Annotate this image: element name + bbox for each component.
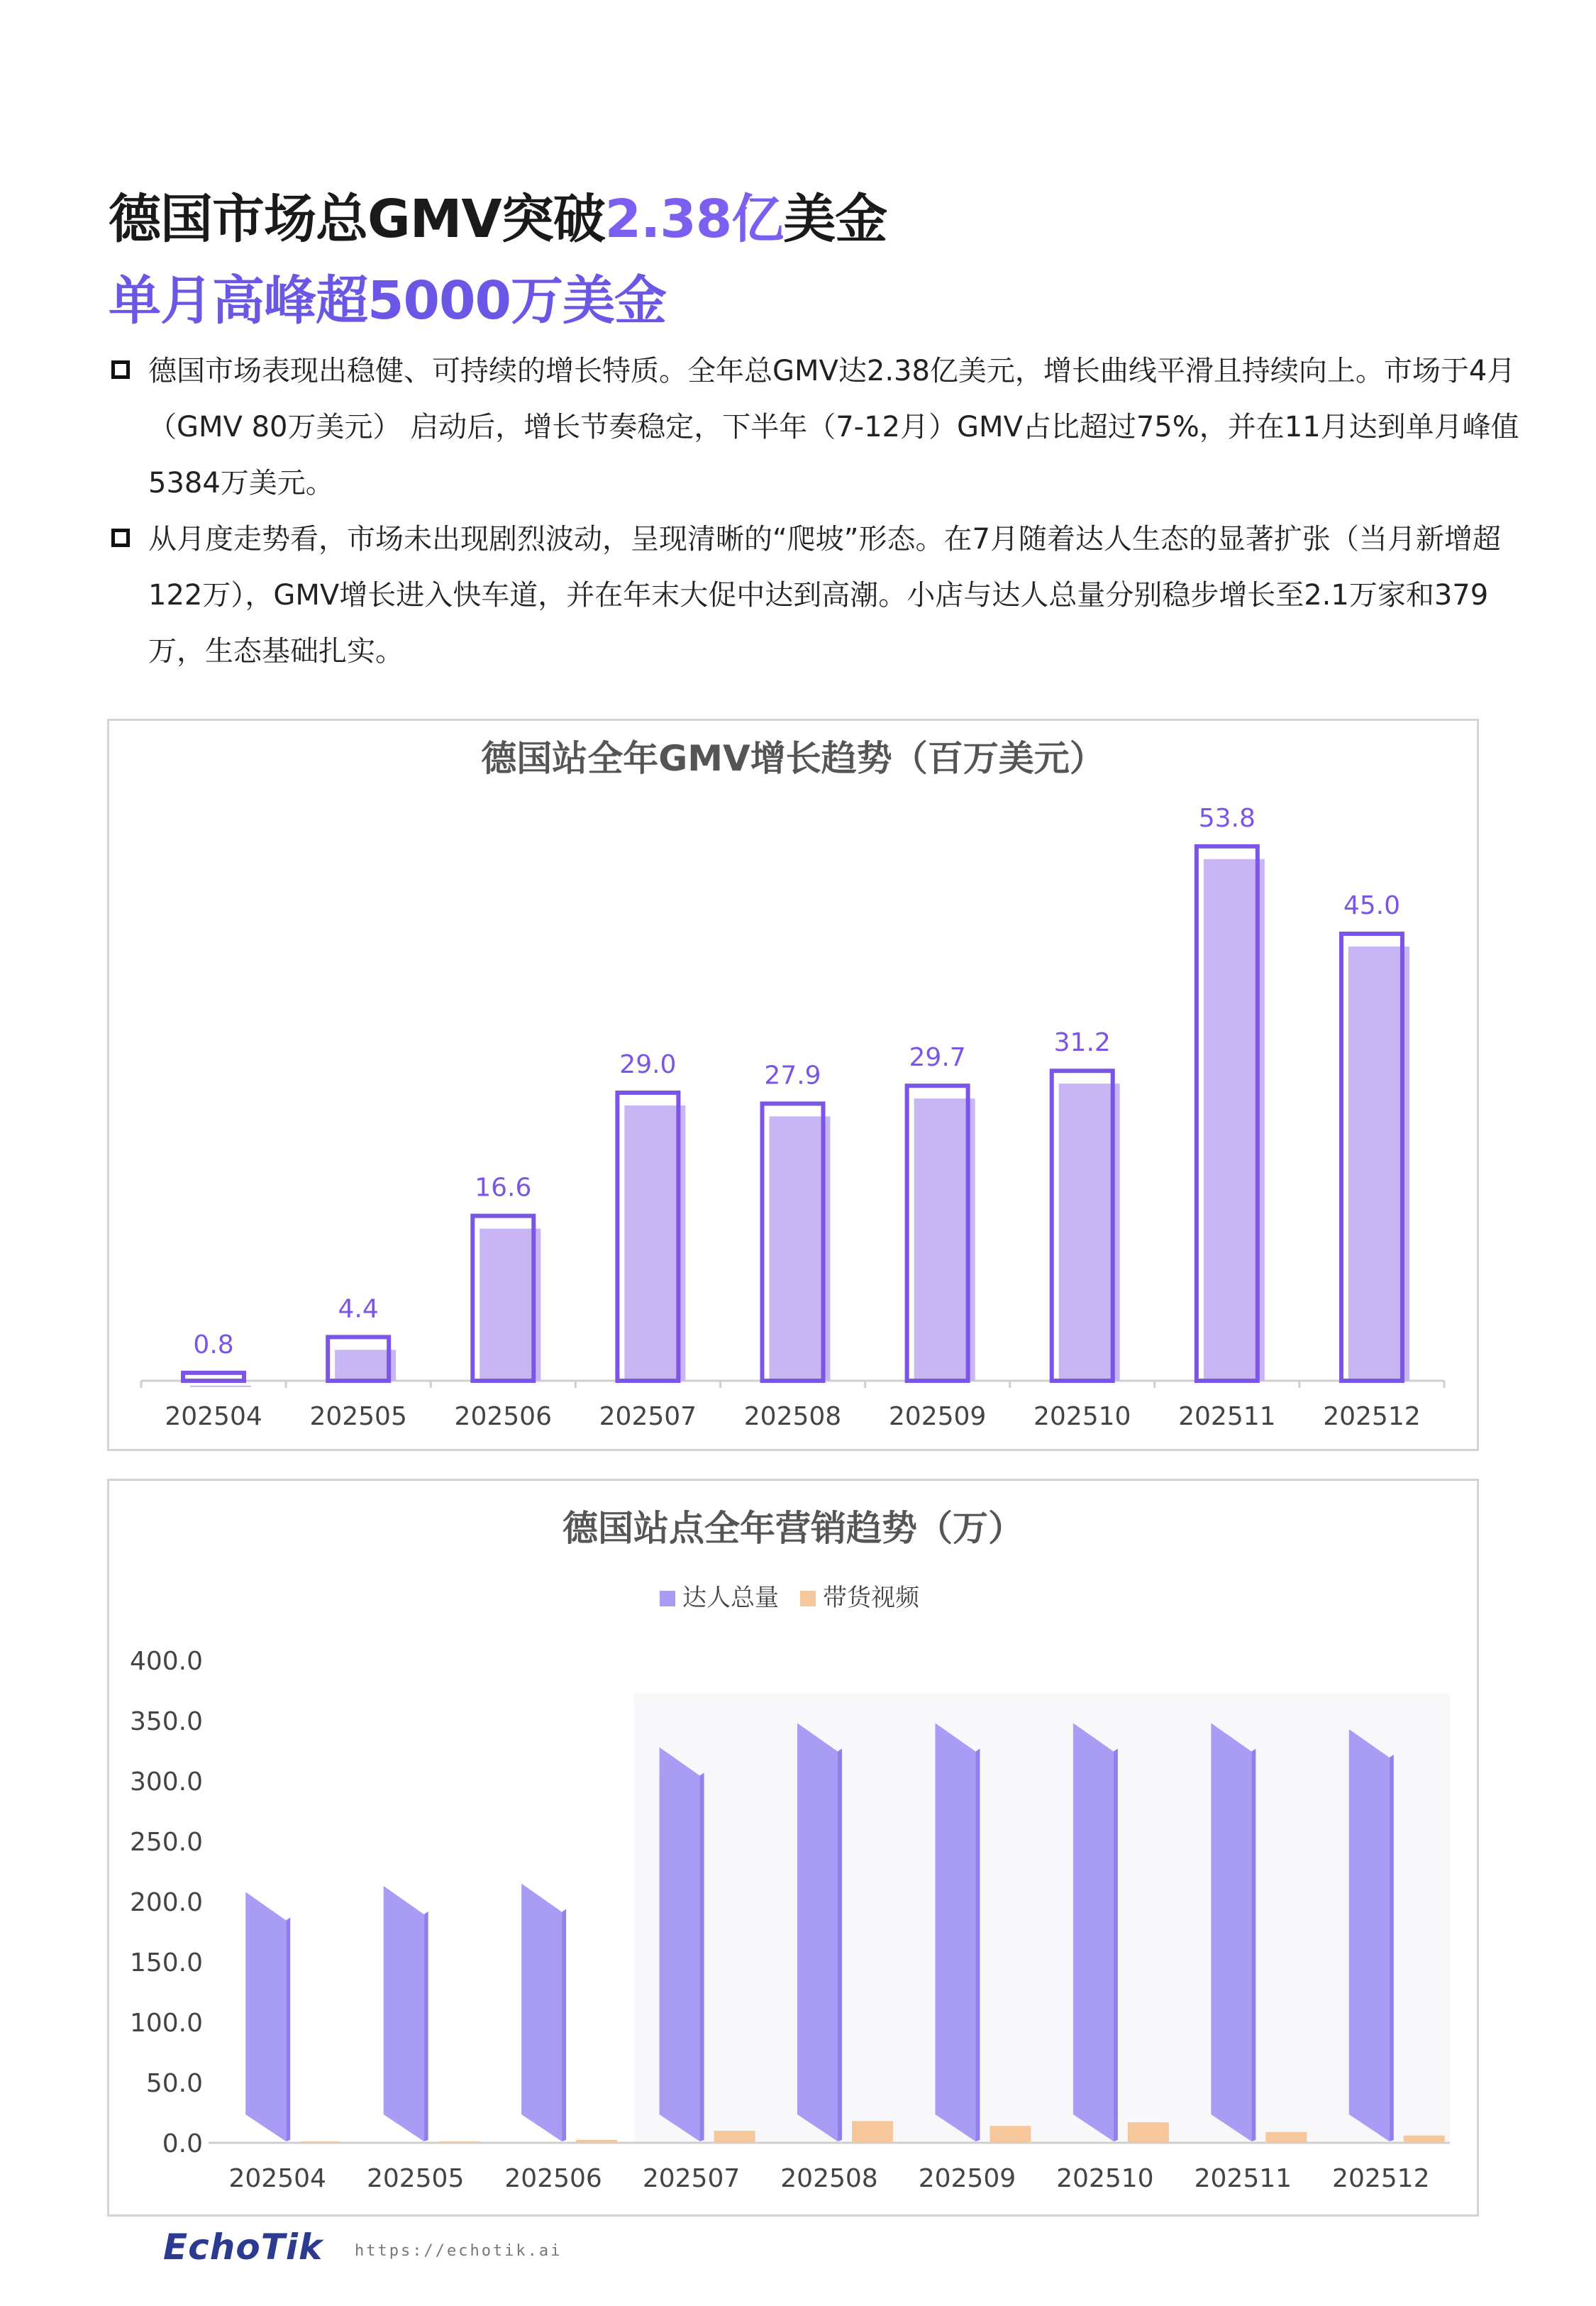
gmv-data-label: 29.7: [909, 1043, 966, 1073]
bullet-paragraph-1: [109, 343, 1520, 512]
video-bar: [990, 2126, 1031, 2143]
gmv-x-tick-label: 202512: [1323, 1402, 1421, 1431]
marketing-chart-legend: [660, 1584, 920, 1612]
gmv-bar: [190, 1386, 251, 1387]
talent-bar: [660, 1748, 700, 2142]
gmv-x-tick-label: 202509: [888, 1402, 987, 1431]
talent-bar-edge: [562, 1909, 566, 2141]
page-title: [109, 177, 887, 253]
gmv-x-tick-label: 202505: [309, 1402, 407, 1431]
marketing-y-tick-label: 400.0: [129, 1647, 203, 1676]
gmv-x-tick-label: 202506: [454, 1402, 552, 1431]
talent-bar-edge: [1114, 1749, 1118, 2142]
marketing-x-tick-label: 202509: [918, 2164, 1016, 2193]
talent-bar: [1073, 1723, 1114, 2142]
marketing-y-tick-label: 200.0: [129, 1888, 203, 1917]
gmv-x-tick-label: 202504: [165, 1402, 262, 1431]
video-bar: [300, 2141, 341, 2143]
marketing-x-tick-label: 202505: [366, 2164, 465, 2193]
video-bar: [438, 2141, 480, 2143]
marketing-y-tick-label: 150.0: [129, 1948, 203, 1977]
marketing-y-tick-label: 300.0: [129, 1767, 203, 1797]
gmv-data-label: 45.0: [1343, 891, 1401, 920]
gmv-data-label: 31.2: [1053, 1028, 1111, 1058]
video-bar: [576, 2140, 617, 2143]
legend-swatch-video: [800, 1591, 816, 1606]
marketing-x-tick-label: 202510: [1056, 2164, 1154, 2193]
talent-bar: [521, 1884, 562, 2141]
page-title-prefix: 德国市场总GMV突破: [109, 189, 605, 250]
gmv-chart: [109, 721, 1477, 1449]
marketing-x-tick-label: 202507: [642, 2164, 741, 2193]
gmv-data-label: 53.8: [1198, 803, 1256, 833]
talent-bar: [1349, 1729, 1390, 2141]
gmv-data-label: 0.8: [193, 1330, 234, 1359]
gmv-data-label: 16.6: [475, 1173, 532, 1203]
talent-bar-edge: [700, 1773, 704, 2142]
page-subtitle: 单月高峰超5000万美金: [109, 270, 666, 331]
talent-bar: [384, 1886, 424, 2141]
marketing-x-tick-label: 202512: [1332, 2164, 1430, 2193]
plot-background-shade: [634, 1694, 1450, 2143]
page-title-suffix: 美金: [783, 189, 887, 250]
legend-swatch-talent: [660, 1591, 675, 1606]
gmv-data-label: 4.4: [338, 1294, 379, 1324]
bullet-paragraph-2: [109, 512, 1520, 680]
marketing-y-tick-label: 0.0: [162, 2129, 203, 2158]
gmv-x-tick-label: 202508: [743, 1402, 842, 1431]
talent-bar-edge: [1251, 1749, 1256, 2142]
marketing-y-tick-label: 50.0: [145, 2069, 203, 2098]
talent-bar: [1211, 1723, 1251, 2142]
legend-label-video: 带货视频: [823, 1584, 919, 1612]
marketing-x-tick-label: 202511: [1194, 2164, 1292, 2193]
talent-bar-edge: [424, 1911, 428, 2141]
video-bar: [1265, 2132, 1307, 2143]
talent-bar-edge: [1390, 1755, 1394, 2141]
square-bullet-icon: [111, 360, 130, 379]
video-bar: [714, 2131, 755, 2143]
legend-label-talent: 达人总量: [682, 1584, 779, 1612]
gmv-x-tick-label: 202510: [1033, 1402, 1131, 1431]
marketing-y-tick-label: 100.0: [129, 2009, 203, 2038]
square-bullet-icon: [111, 529, 130, 547]
gmv-x-tick-label: 202507: [599, 1402, 697, 1431]
talent-bar: [797, 1723, 838, 2142]
marketing-x-tick-label: 202506: [504, 2164, 602, 2193]
gmv-x-tick-label: 202511: [1178, 1402, 1276, 1431]
gmv-bar-outline: [183, 1373, 244, 1381]
talent-bar: [245, 1892, 286, 2142]
bullet-text-1: 德国市场表现出稳健、可持续的增长特质。全年总GMV达2.38亿美元，增长曲线平滑且持续向上。市场于4月（GMV 80万美元） 启动后，增长节奏稳定，下半年（7-12月）GMV占比超过75%，并在11月达到单月峰值5384万美元。: [148, 355, 1519, 500]
page-title-highlight: 2.38亿: [604, 189, 784, 250]
gmv-data-label: 27.9: [764, 1061, 821, 1091]
talent-bar: [935, 1723, 975, 2142]
talent-bar-edge: [838, 1749, 842, 2142]
talent-bar-edge: [975, 1749, 980, 2142]
marketing-chart: [109, 1481, 1477, 2214]
gmv-chart-title: 德国站全年GMV增长趋势（百万美元）: [481, 738, 1105, 779]
echotik-logo: EchoTik: [163, 2227, 323, 2268]
video-bar: [1404, 2136, 1445, 2143]
marketing-x-tick-label: 202504: [228, 2164, 326, 2193]
gmv-chart-panel: [107, 719, 1479, 1451]
marketing-chart-title: 德国站点全年营销趋势（万）: [563, 1508, 1024, 1549]
video-bar: [1128, 2122, 1169, 2143]
footer-url: https://echotik.ai: [355, 2242, 563, 2260]
marketing-y-tick-label: 350.0: [129, 1707, 203, 1736]
marketing-y-tick-label: 250.0: [129, 1828, 203, 1857]
gmv-data-label: 29.0: [619, 1050, 677, 1079]
bullet-text-2: 从月度走势看，市场未出现剧烈波动，呈现清晰的“爬坡”形态。在7月随着达人生态的显著扩张（当月新增超122万），GMV增长进入快车道，并在年末大促中达到高潮。小店与达人总量分别稳步增长至2.1万家和379万，生态基础扎实。: [148, 523, 1501, 668]
video-bar: [852, 2121, 893, 2143]
marketing-chart-panel: [107, 1479, 1479, 2217]
marketing-x-tick-label: 202508: [780, 2164, 878, 2193]
talent-bar-edge: [286, 1918, 290, 2142]
